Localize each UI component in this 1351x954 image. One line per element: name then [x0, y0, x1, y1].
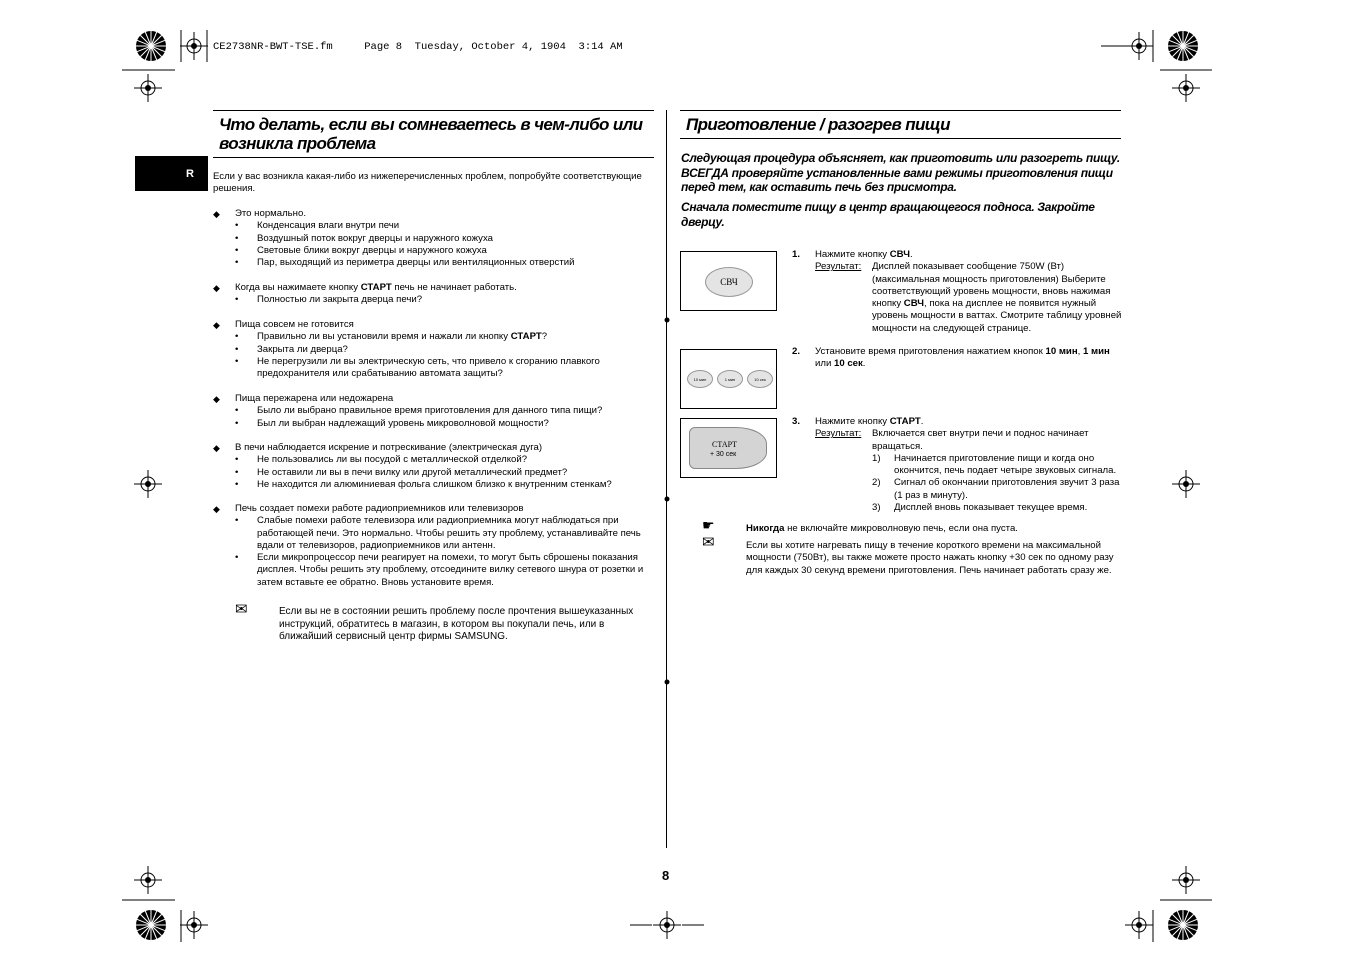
left-intro: Если у вас возникла какая-либо из нижеперечисленных проблем, попробуйте соответствующие решения. — [213, 171, 642, 195]
sub-step-number: 1) — [872, 452, 881, 464]
list-item: • Световые блики вокруг дверцы и наружного кожуха — [257, 245, 653, 257]
language-tab — [135, 156, 208, 191]
result-text-a: Дисплей показывает сообщение 750W (Вт) (максимальная мощность приготовления) Выберите соответствующий уровень мощности, вновь нажимая кнопку — [872, 261, 1111, 310]
step-3 — [792, 416, 1124, 514]
result-text: Включается свет внутри печи и поднос начинает вращаться. — [872, 428, 1089, 452]
header-filename: CE2738NR-BWT-TSE.fm — [213, 41, 333, 53]
warning-rest: не включайте микроволновую печь, если она пуста. — [784, 523, 1018, 534]
left-title-bottom-rule — [213, 157, 654, 158]
step-sep: , — [1077, 346, 1083, 357]
list-item: • Пар, выходящий из периметра дверцы или вентиляционных отверстий — [257, 257, 653, 269]
section-interference — [213, 503, 654, 589]
button-10-min — [687, 370, 713, 388]
button-10-min-label: 10 мин — [693, 376, 707, 382]
result-bold: СВЧ — [903, 298, 925, 310]
section-overcooked — [213, 393, 653, 430]
step-text: Установите время приготовления нажатием кнопок — [815, 346, 1046, 357]
list-item: • Конденсация влаги внутри печи — [257, 220, 653, 232]
right-intro-2: Сначала поместите пищу в центр вращающегося подноса. Закройте дверцу. — [681, 200, 1095, 229]
list-item: • Закрыта ли дверца? — [257, 344, 623, 356]
step-2 — [792, 346, 1122, 371]
section-normal — [213, 208, 653, 269]
page-number: 8 — [662, 868, 670, 883]
section-head: В печи наблюдается искрение и потрескивание (электрическая дуга) — [235, 442, 543, 453]
note-icon: ✉ — [235, 601, 248, 618]
diamond-bullet-icon: ◆ — [213, 443, 220, 453]
step-1 — [792, 249, 1122, 335]
step-number: 2. — [792, 346, 801, 357]
diamond-bullet-icon: ◆ — [213, 209, 220, 219]
section-head-bold: СТАРТ — [360, 282, 392, 293]
button-10-sec — [747, 370, 773, 388]
time-buttons-illustration — [680, 349, 777, 409]
section-head: Это нормально. — [235, 208, 306, 219]
svch-button-illustration — [680, 251, 777, 311]
step-text: Нажмите кнопку — [815, 416, 890, 427]
sub-step — [872, 502, 1124, 514]
section-head: Пища пережарена или недожарена — [235, 393, 394, 404]
step-number: 3. — [792, 416, 801, 427]
diamond-bullet-icon: ◆ — [213, 394, 220, 404]
list-item-text-end: ? — [541, 331, 548, 343]
list-item: • Если микропроцессор печи реагирует на помехи, то могут быть сброшены показания дисплея. Чтобы решить эту проблему, отсоедините вилку сетевого шнура от розетки и затем вставьте ее обратно. Вновь установите время. — [257, 552, 654, 589]
step-bold: СВЧ — [889, 249, 910, 260]
header-date: Tuesday, October 4, 1904 — [414, 41, 566, 53]
right-title-top-rule — [680, 110, 1121, 111]
list-item: • Воздушный поток вокруг дверцы и наружного кожуха — [257, 233, 653, 245]
section-head-end: печь не начинает работать. — [391, 282, 517, 293]
list-item: • Не перегрузили ли вы электрическую сеть, что привело к сгоранию плавкого предохранителя или срабатыванию автомата защиты? — [257, 356, 623, 381]
sub-step-text: Сигнал об окончании приготовления звучит 3 раза (1 раз в минуту). — [894, 477, 1120, 501]
step-bold-10sec: 10 сек — [833, 358, 863, 370]
diamond-bullet-icon: ◆ — [213, 320, 220, 330]
sub-step — [872, 453, 1124, 478]
sub-step-text: Начинается приготовление пищи и когда оно окончится, печь подает четыре звуковых сигнала. — [894, 452, 1117, 477]
column-divider — [666, 110, 667, 848]
right-intro-1: Следующая процедура объясняет, как приготовить или разогреть пищу. ВСЕГДА проверяйте установленные вами режимы приготовления пищи перед тем, как оставить печь без присмотра. — [681, 151, 1120, 194]
left-title-line2: возникла проблема — [219, 134, 376, 153]
sub-step-number: 2) — [872, 477, 881, 489]
step-bold-10min: 10 мин — [1045, 346, 1078, 357]
button-10-sec-label: 10 сек — [754, 376, 766, 382]
button-1-min-label: 1 мин — [724, 376, 736, 382]
step-text-end: . — [920, 416, 924, 427]
left-note: Если вы не в состоянии решить проблему после прочтения вышеуказанных инструкций, обратитесь в магазин, в котором вы покупали печь, или в ближайший сервисный центр фирмы SAMSUNG. — [279, 606, 634, 642]
warning-bold: Никогда — [746, 523, 785, 534]
pointing-hand-icon: ☛ — [702, 517, 715, 533]
result-text — [872, 261, 1122, 335]
section-not-start — [213, 282, 653, 307]
svch-button — [705, 267, 753, 297]
section-head: Когда вы нажимаете кнопку — [235, 282, 361, 293]
plus30-button-label: + 30 сек — [710, 451, 737, 458]
result-label: Результат: — [815, 261, 862, 273]
right-title-bottom-rule — [680, 138, 1121, 139]
result-label: Результат: — [815, 428, 862, 440]
sub-step-number: 3) — [872, 502, 881, 514]
note-icon: ✉ — [702, 534, 715, 551]
step-bold-1min: 1 мин — [1082, 346, 1110, 357]
button-1-min — [717, 370, 743, 388]
left-page-title — [219, 115, 659, 153]
left-title-top-rule — [213, 110, 654, 111]
list-item: • Полностью ли закрыта дверца печи? — [257, 294, 653, 306]
list-item: • Не оставили ли вы в печи вилку или другой металлический предмет? — [257, 467, 653, 479]
header-page: Page 8 — [364, 41, 403, 53]
list-item-text: Правильно ли вы установили время и нажали ли кнопку — [257, 331, 511, 343]
start-button — [689, 427, 767, 469]
step-bold: СТАРТ — [889, 416, 921, 427]
file-header — [213, 41, 623, 53]
list-item-bold: СТАРТ — [510, 331, 542, 343]
step-text-end: . — [862, 358, 866, 370]
section-head: Печь создает помехи работе радиоприемников или телевизоров — [235, 503, 524, 514]
section-sparking — [213, 442, 653, 491]
section-not-cooking — [213, 319, 623, 380]
result-text-b: , пока на дисплее не появится нужный уровень мощности в ваттах. Смотрите таблицу уровней мощности на следующей странице. — [872, 298, 1122, 334]
list-item: • Не находится ли алюминиевая фольга слишком близко к внутренним стенкам? — [257, 479, 653, 491]
list-item: • Слабые помехи работе телевизора или радиоприемника могут наблюдаться при работающей печи. Это нормально. Чтобы решить эту проблему, устанавливайте печь вдали от телевизоров, радиоприемников или антенн. — [257, 515, 654, 552]
section-head: Пища совсем не готовится — [235, 319, 354, 330]
header-time: 3:14 AM — [578, 41, 623, 53]
left-title-line1: Что делать, если вы сомневаетесь в чем-либо или — [219, 115, 643, 134]
warning-text — [746, 523, 1122, 535]
list-item: • Не пользовались ли вы посудой с металлической отделкой? — [257, 454, 653, 466]
step-text: Нажмите кнопку — [815, 249, 890, 260]
start-button-label: СТАРТ — [712, 440, 738, 449]
list-item — [257, 331, 623, 343]
sub-step-text: Дисплей вновь показывает текущее время. — [894, 502, 1088, 514]
list-item: • Было ли выбрано правильное время приготовления для данного типа пищи? — [257, 405, 653, 417]
sub-step — [872, 477, 1124, 502]
step-sep: или — [815, 358, 834, 370]
sub-steps — [872, 453, 1124, 514]
diamond-bullet-icon: ◆ — [213, 504, 220, 514]
list-item: • Был ли выбран надлежащий уровень микроволновой мощности? — [257, 418, 653, 430]
step-text-end: . — [909, 249, 913, 260]
start-button-illustration — [680, 418, 777, 478]
right-page-title: Приготовление / разогрев пищи — [686, 115, 950, 134]
right-note: Если вы хотите нагревать пищу в течение короткого времени на максимальной мощности (750Вт), вы также можете просто нажать кнопку +30 сек по одному разу для каждых 30 секунд времени приготовления. Печь начинает работать сразу же. — [746, 540, 1114, 576]
svch-button-label: СВЧ — [720, 277, 738, 287]
step-number: 1. — [792, 249, 801, 260]
language-tab-label: R — [186, 167, 194, 180]
diamond-bullet-icon: ◆ — [213, 283, 220, 293]
